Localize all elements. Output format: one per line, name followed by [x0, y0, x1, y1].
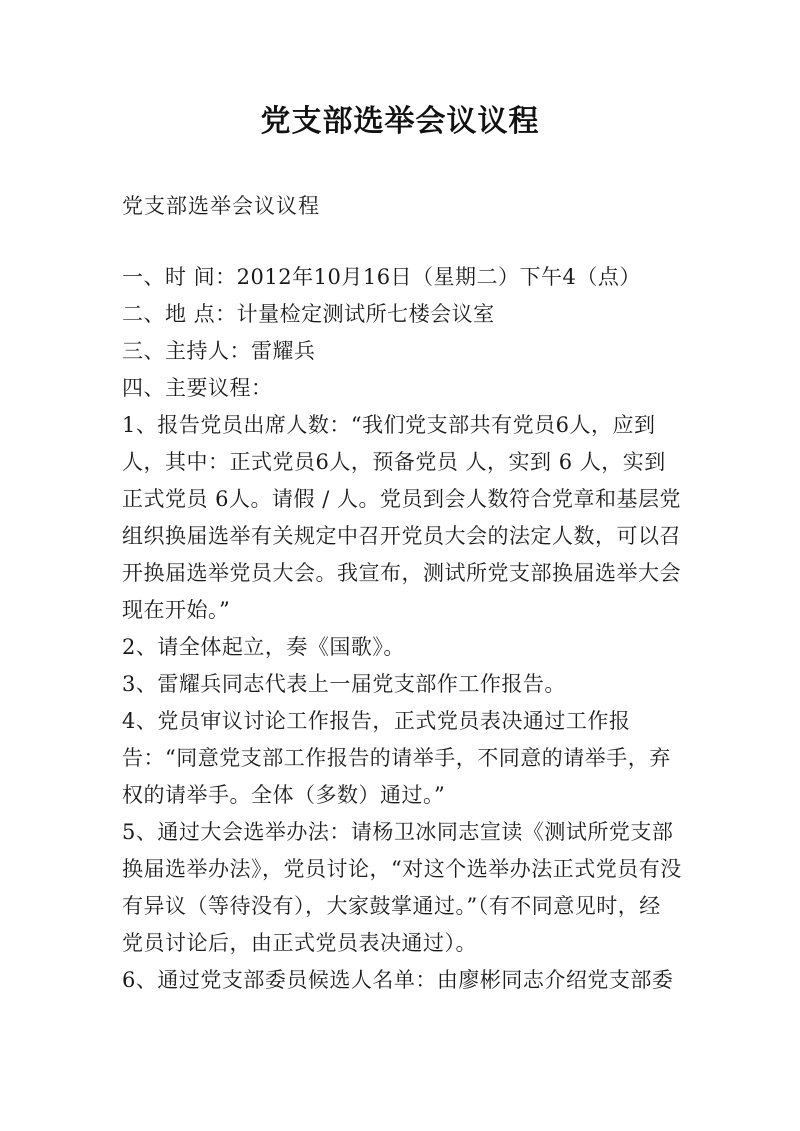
agenda-main-heading: 四、主要议程： — [122, 376, 273, 400]
agenda-item-3: 3、雷耀兵同志代表上一届党支部作工作报告。 — [122, 672, 566, 696]
document-body — [122, 259, 682, 999]
agenda-location: 二、地 点：计量检定测试所七楼会议室 — [122, 302, 495, 326]
agenda-item-1: 1、报告党员出席人数：“我们党支部共有党员6人，应到人，其中：正式党员6人，预备党员 人，实到 6 人，实到正式党员 6人。请假 / 人。党员到会人数符合党章和基层党组织换届选举有关规定中召开党员大会的法定人数，可以召开换届选举党员大会。我宣布，测试所党支部换届选举大会现在开始。” — [122, 413, 681, 622]
agenda-item-2: 2、请全体起立，奏《国歌》。 — [122, 635, 405, 659]
document-subtitle: 党支部选举会议议程 — [122, 194, 320, 218]
agenda-time: 一、时 间：2012年10月16日（星期二）下午4（点） — [122, 265, 641, 289]
agenda-item-4: 4、党员审议讨论工作报告，正式党员表决通过工作报告：“同意党支部工作报告的请举手，不同意的请举手，弃权的请举手。全体（多数）通过。” — [122, 709, 671, 807]
agenda-item-6: 6、通过党支部委员候选人名单：由廖彬同志介绍党支部委 — [122, 968, 674, 992]
document-title: 党支部选举会议议程 — [260, 104, 540, 139]
agenda-host: 三、主持人：雷耀兵 — [122, 339, 316, 363]
agenda-item-5: 5、通过大会选举办法：请杨卫冰同志宣读《测试所党支部换届选举办法》，党员讨论，“对这个选举办法正式党员有没有异议（等待没有），大家鼓掌通过。”（有不同意见时，经党员讨论后，由正式党员表决通过）。 — [122, 820, 682, 955]
